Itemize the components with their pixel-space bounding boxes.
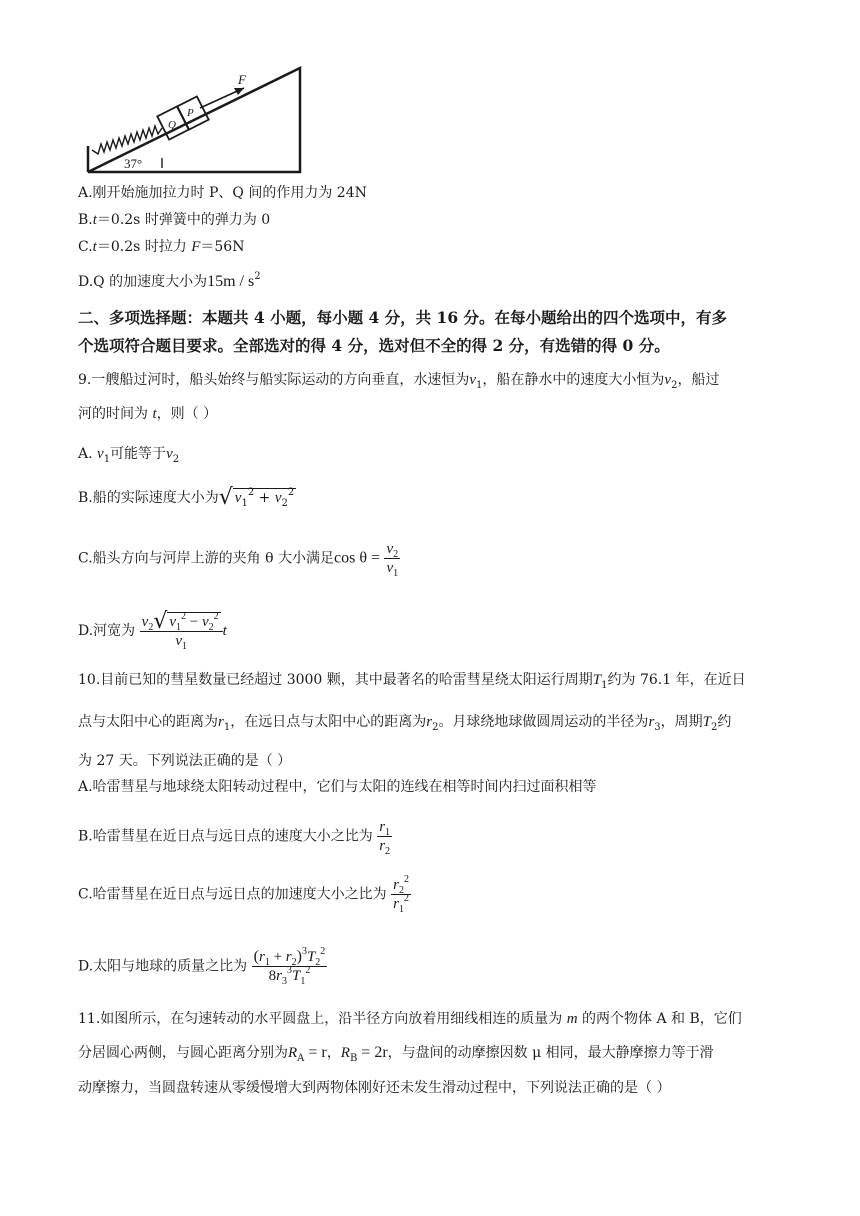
- q9-option-a: A. $v_1$可能等于$v_2$: [78, 446, 180, 465]
- q10-option-a: A.哈雷彗星与地球绕太阳转动过程中，它们与太阳的连线在相等时间内扫过面积相等: [78, 779, 597, 795]
- p-label: P: [187, 107, 194, 119]
- q9-option-d: D.河宽为 $\frac{v_2√ v_1^2 - v_2^2}{v_1}$ t: [78, 609, 227, 652]
- q9-stem-line1: 9.一艘船过河时，船头始终与船实际运动的方向垂直，水速恒为$v_1$，船在静水中的速度大小恒为$v_2$，船过: [78, 372, 720, 391]
- angle-label: 37°: [124, 156, 143, 171]
- q9-option-c: C.船头方向与河岸上游的夹角 θ 大小满足cos θ = $\frac{v_2}{v_1}$: [78, 541, 399, 579]
- q10-stem-line3: 为 27 天。下列说法正确的是（ ）: [78, 753, 292, 769]
- q11-stem-line2: 分居圆心两侧，与圆心距离分别为$R_A = r$，$R_B = 2r$，与盘间的动摩擦因数 μ 相同，最大静摩擦力等于滑: [78, 1044, 714, 1064]
- q9-stem-line2: 河的时间为 t，则（ ）: [78, 406, 218, 422]
- force-label: F: [238, 72, 246, 87]
- q-label: Q: [168, 119, 176, 131]
- q8-option-d: D.Q 的加速度大小为$15m / s^2$: [78, 271, 261, 290]
- q10-option-d: D.太阳与地球的质量之比为 $\frac{(r_1 + r_2)^3T_2^2}{8r_3^3T_1^2}$: [78, 946, 326, 987]
- section2-heading-line2: 个选项符合题目要求。全部选对的得 4 分，选对但不全的得 2 分，有选错的得 0 分。: [78, 336, 670, 355]
- section2-heading-line1: 二、多项选择题：本题共 4 小题，每小题 4 分，共 16 分。在每小题给出的四个选项中，有多: [78, 308, 728, 327]
- q8-option-c: C.t＝0.2s 时拉力 F＝56N: [78, 239, 245, 255]
- q10-option-b: B.哈雷彗星在近日点与远日点的速度大小之比为 $\frac{r_1}{r_2}$: [78, 819, 391, 857]
- q8-option-a: A.刚开始施加拉力时 P、Q 间的作用力为 24N: [78, 185, 367, 201]
- q11-stem-line3: 动摩擦力，当圆盘转速从零缓慢增大到两物体刚好还未发生滑动过程中，下列说法正确的是（ ）: [78, 1080, 671, 1096]
- q10-option-c: C.哈雷彗星在近日点与远日点的加速度大小之比为 $\frac{r_2^2}{r_1^2}$: [78, 874, 409, 915]
- incline-outline: [88, 68, 300, 172]
- q10-stem-line2: 点与太阳中心的距离为$r_1$，在远日点与太阳中心的距离为$r_2$。月球绕地球做圆周运动的半径为$r_3$，周期$T_2$约: [78, 714, 732, 733]
- q11-stem-line1: 11.如图所示，在匀速转动的水平圆盘上，沿半径方向放着用细线相连的质量为 m 的两个物体 A 和 B，它们: [78, 1011, 742, 1027]
- q9-option-b: B.船的实际速度大小为√ $v_1^2 + v_2^2$: [78, 485, 295, 510]
- incline-figure: [84, 64, 308, 176]
- q8-option-b: B.t＝0.2s 时弹簧中的弹力为 0: [78, 212, 271, 228]
- q10-stem-line1: 10.目前已知的彗星数量已经超过 3000 颗，其中最著名的哈雷彗星绕太阳运行周期$T_1$约为 76.1 年，在近日: [78, 672, 746, 691]
